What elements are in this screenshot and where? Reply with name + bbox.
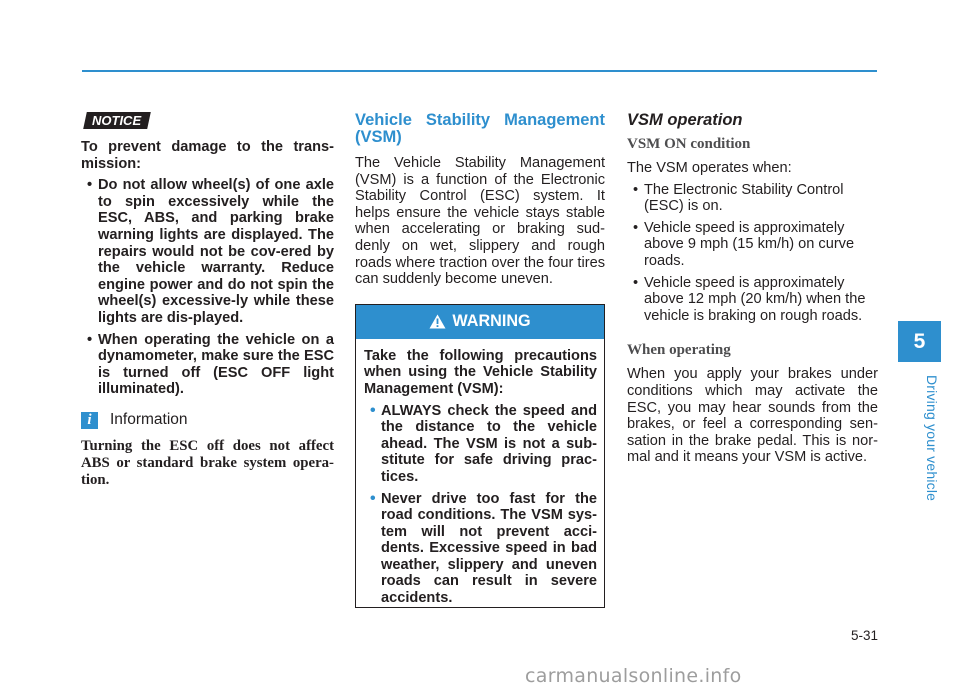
warning-list [364,403,597,607]
info-icon: i [81,412,98,429]
when-operating-text: When you apply your brakes under conditions which may activate the ESC, you may hear sounds from the brakes, or feel a corresponding sen-sation in the brake pedal. This is nor-mal and it means your VSM is active. [627,366,878,466]
on-condition-title: VSM ON condition [627,136,751,152]
on-condition-intro: The VSM operates when: [627,160,792,176]
information-title: Information [110,411,188,429]
when-operating-title: When operating [627,342,731,359]
notice-item: • When operating the vehicle on a dynamometer, make sure the ESC is turned off (ESC OFF light illuminated). [81,332,334,398]
notice-intro: To prevent damage to the trans-mission: [81,139,334,172]
information-header [81,412,334,429]
column-operation [627,112,878,466]
vsm-title: Vehicle Stability Management (VSM) [355,111,605,146]
chapter-number-tab: 5 [898,321,941,362]
vsm-text: The Vehicle Stability Management (VSM) is a function of the Electronic Stability Control (ESC) system. It helps ensure the vehicle stays stable when accelerating or braking sud-denly on wet, slippery and rough roads where traction over the four tires can suddenly become uneven. [355,155,605,288]
warning-intro: Take the following precautions when using the Vehicle Stability Management (VSM): [364,347,597,397]
header-rule [82,70,877,72]
column-vsm [355,112,605,608]
column-notice [81,112,334,489]
watermark: carmanualsonline.info [525,665,742,687]
notice-list [81,177,334,398]
notice-item: • Do not allow wheel(s) of one axle to spin excessively while the ESC, ABS, and parking brake warning lights are displayed. The repairs would not be cov-ered by the vehicle warranty. Reduce engine power and do not spin the wheel(s) excessive-ly while these lights are dis-played. [81,177,334,326]
warning-title: WARNING [452,312,531,331]
warning-item: • ALWAYS check the speed and the distance to the vehicle ahead. The VSM is not a sub-stitute for safe driving prac-tices. [364,403,597,486]
on-condition-item: • Vehicle speed is approximately above 12 mph (20 km/h) when the vehicle is braking on rough roads. [627,275,878,325]
on-condition-item: • The Electronic Stability Control (ESC) is on. [627,182,878,215]
page-number: 5-31 [850,628,878,643]
notice-tag: NOTICE [83,112,151,129]
on-condition-item: • Vehicle speed is approximately above 9 mph (15 km/h) on curve roads. [627,220,878,270]
warning-header [356,305,604,339]
operation-title: VSM operation [627,111,743,129]
warning-item: • Never drive too fast for the road conditions. The VSM sys-tem will not prevent acci-dents. Excessive speed in bad weather, slippery and uneven roads can result in severe accidents. [364,491,597,607]
on-condition-list [627,182,878,325]
warning-body [356,339,604,607]
chapter-title: Driving your vehicle [924,374,940,502]
warning-box [355,304,605,608]
warning-triangle-icon [429,314,446,329]
information-text: Turning the ESC off does not affect ABS or standard brake system opera-tion. [81,437,334,488]
